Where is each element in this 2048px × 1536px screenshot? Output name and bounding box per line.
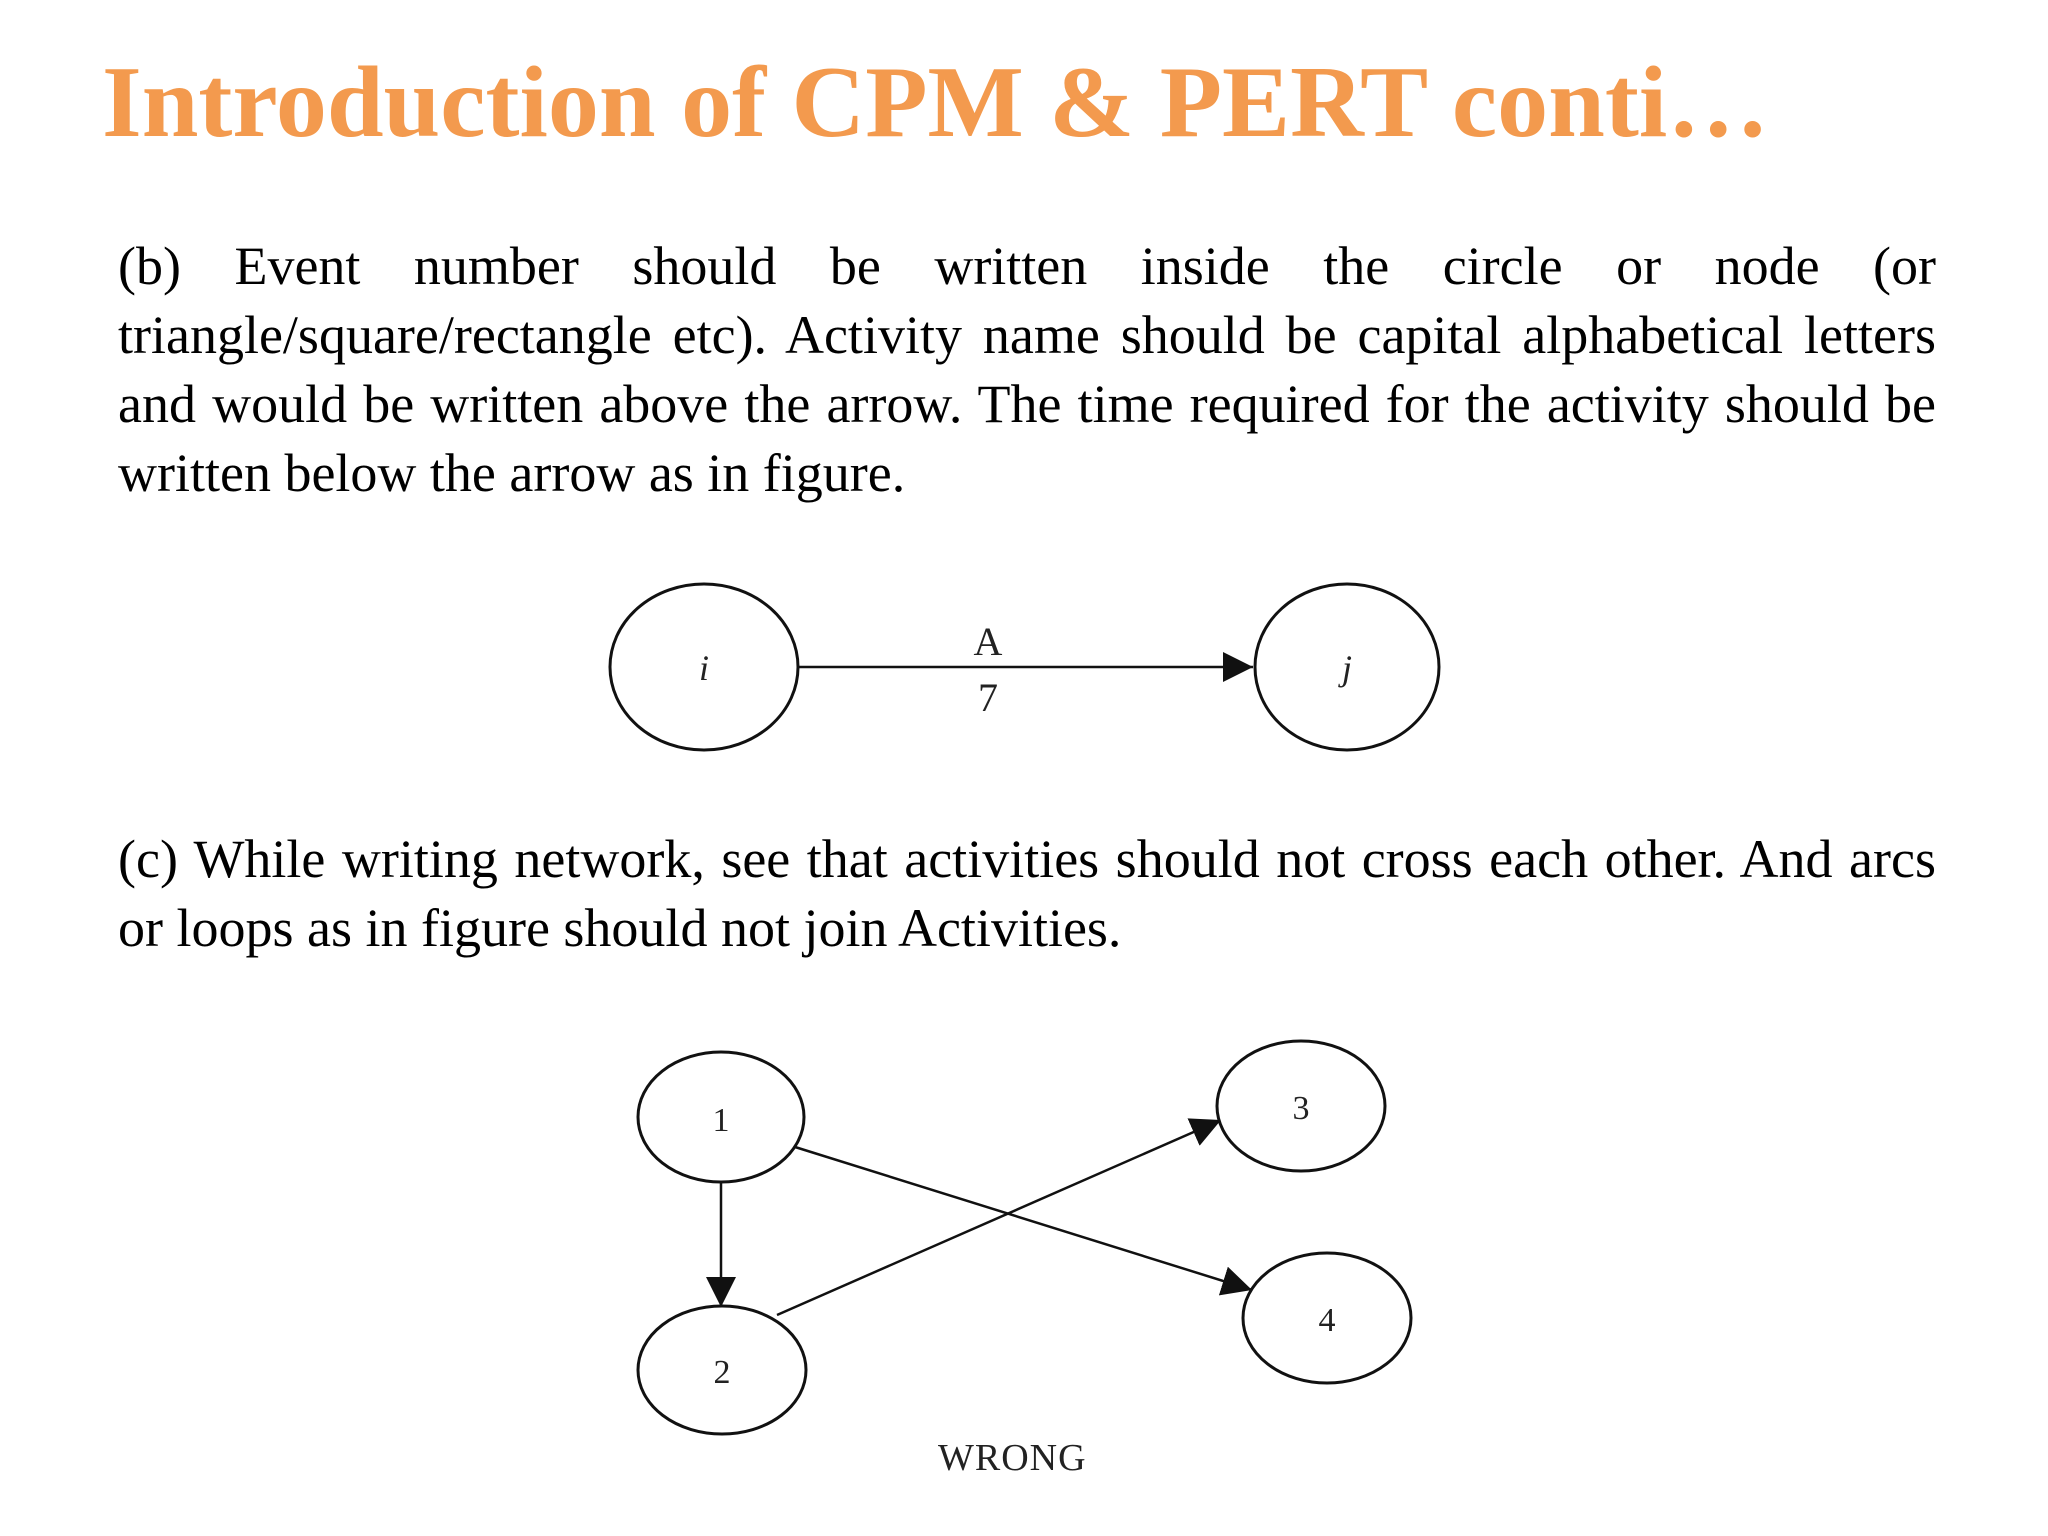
node-4-label: 4 — [1318, 1302, 1336, 1339]
node-j — [1255, 584, 1439, 750]
slide-title: Introduction of CPM & PERT conti… — [102, 46, 1770, 159]
paragraph-c: (c) While writing network, see that activities should not cross each other. And arcs or loops as in figure should not join Activities. — [118, 829, 1936, 958]
node-1 — [638, 1052, 804, 1182]
figure-2-wrong-network — [638, 1041, 1411, 1434]
node-2-label: 2 — [713, 1354, 731, 1391]
edge-2-3 — [777, 1120, 1221, 1315]
edge-1-4 — [795, 1147, 1252, 1290]
node-j-label: j — [1341, 648, 1353, 688]
node-i — [610, 584, 798, 750]
node-3 — [1217, 1041, 1385, 1171]
node-1-label: 1 — [712, 1102, 730, 1139]
activity-time-label: 7 — [978, 675, 998, 720]
paragraph-b: (b) Event number should be written inside the circle or node (or triangle/square/rectangle etc). Activity name should be capital alphabetical letters and would be written above the arrow. The time required for the activity should be written below the arrow as in figure. — [118, 236, 1936, 503]
activity-name-label: A — [973, 619, 1003, 664]
figure-2-caption: WRONG — [938, 1437, 1087, 1479]
figure-1-activity-notation — [610, 584, 1439, 750]
node-3-label: 3 — [1292, 1090, 1310, 1127]
node-i-label: i — [698, 648, 710, 688]
node-2 — [638, 1306, 806, 1434]
node-4 — [1243, 1253, 1411, 1383]
